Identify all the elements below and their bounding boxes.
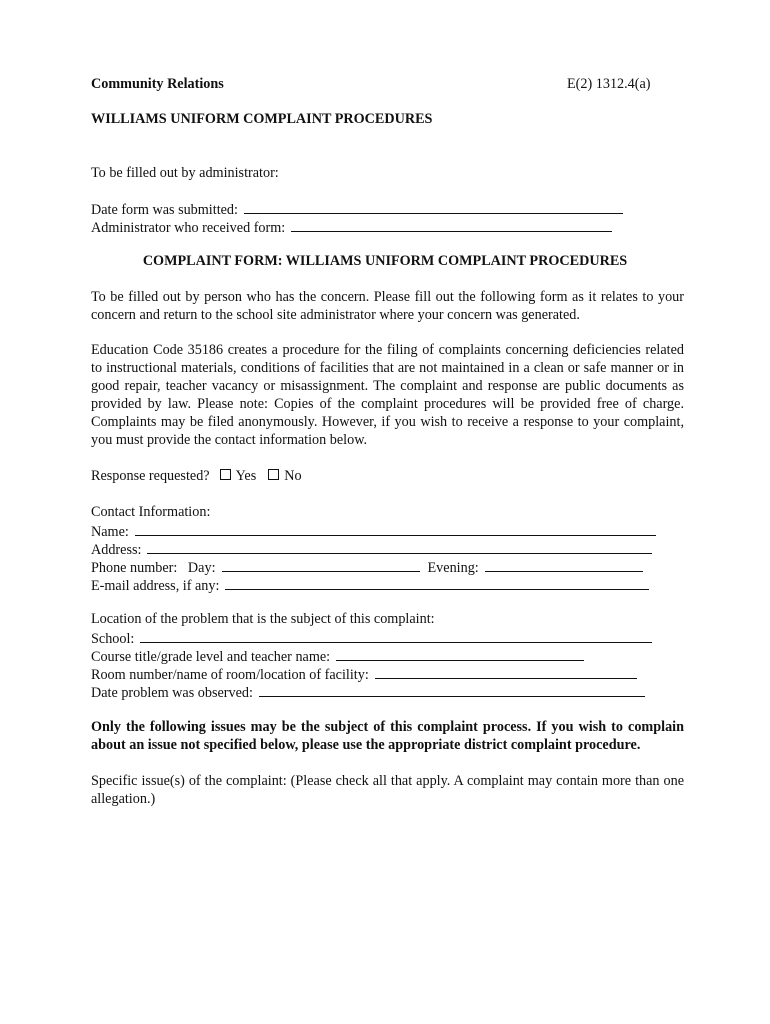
- response-requested-row: [91, 467, 302, 485]
- education-code-paragraph: Education Code 35186 creates a procedure for the filing of complaints concerning deficiencies related to instructional materials, conditions of facilities that are not maintained in a clean or safe manner or in good repair, teacher vacancy or misassignment. The complaint and response are public documents as provided by law. Please note: Copies of the complaint procedures will be provided free of charge. Complaints may be filed anonymously. However, if you wish to receive a response to your complaint, you must provide the contact information below.: [91, 342, 684, 448]
- response-label: Response requested?: [91, 468, 210, 484]
- no-label: No: [284, 468, 302, 484]
- date-submitted-row: [91, 199, 623, 219]
- address-label: Address:: [91, 542, 142, 558]
- admin-intro: To be filled out by administrator:: [91, 165, 279, 181]
- phone-row: [91, 557, 643, 577]
- address-row: [91, 539, 652, 559]
- date-submitted-label: Date form was submitted:: [91, 202, 238, 218]
- form-title: COMPLAINT FORM: WILLIAMS UNIFORM COMPLAINT PROCEDURES: [142, 253, 628, 269]
- date-observed-field[interactable]: [259, 682, 645, 697]
- school-field[interactable]: [140, 628, 652, 643]
- name-label: Name:: [91, 524, 129, 540]
- date-observed-label: Date problem was observed:: [91, 685, 253, 701]
- school-row: [91, 628, 652, 648]
- email-label: E-mail address, if any:: [91, 578, 220, 594]
- school-label: School:: [91, 631, 135, 647]
- date-submitted-field[interactable]: [244, 199, 623, 214]
- room-field[interactable]: [375, 664, 637, 679]
- administrator-label: Administrator who received form:: [91, 220, 286, 236]
- email-field[interactable]: [225, 575, 649, 590]
- document-title: WILLIAMS UNIFORM COMPLAINT PROCEDURES: [91, 111, 433, 127]
- instructions-paragraph: To be filled out by person who has the concern. Please fill out the following form as it relates to your concern and return to the school site administrator where your concern was generated.: [91, 289, 684, 323]
- phone-evening-label: Evening:: [427, 560, 479, 576]
- phone-evening-field[interactable]: [485, 557, 643, 572]
- course-field[interactable]: [336, 646, 584, 661]
- eligibility-notice: Only the following issues may be the subject of this complaint process. If you wish to complain about an issue not specified below, please use the appropriate district complaint procedure.: [91, 719, 684, 753]
- date-observed-row: [91, 682, 645, 702]
- location-heading: Location of the problem that is the subject of this complaint:: [91, 611, 435, 627]
- room-label: Room number/name of room/location of facility:: [91, 667, 369, 683]
- room-row: [91, 664, 637, 684]
- name-field[interactable]: [135, 521, 656, 536]
- section-heading: Community Relations: [91, 76, 224, 92]
- address-field[interactable]: [147, 539, 652, 554]
- yes-label: Yes: [235, 468, 257, 484]
- no-checkbox[interactable]: [268, 469, 279, 480]
- phone-day-label: Phone number: Day:: [91, 560, 216, 576]
- phone-day-field[interactable]: [222, 557, 420, 572]
- name-row: [91, 521, 656, 541]
- email-row: [91, 575, 649, 595]
- course-label: Course title/grade level and teacher name:: [91, 649, 331, 665]
- course-row: [91, 646, 584, 666]
- contact-heading: Contact Information:: [91, 504, 211, 520]
- specific-issues-paragraph: Specific issue(s) of the complaint: (Please check all that apply. A complaint may contain more than one allegation.): [91, 773, 684, 807]
- yes-checkbox[interactable]: [220, 469, 231, 480]
- administrator-field[interactable]: [291, 217, 612, 232]
- administrator-row: [91, 217, 612, 237]
- policy-code: E(2) 1312.4(a): [567, 76, 651, 92]
